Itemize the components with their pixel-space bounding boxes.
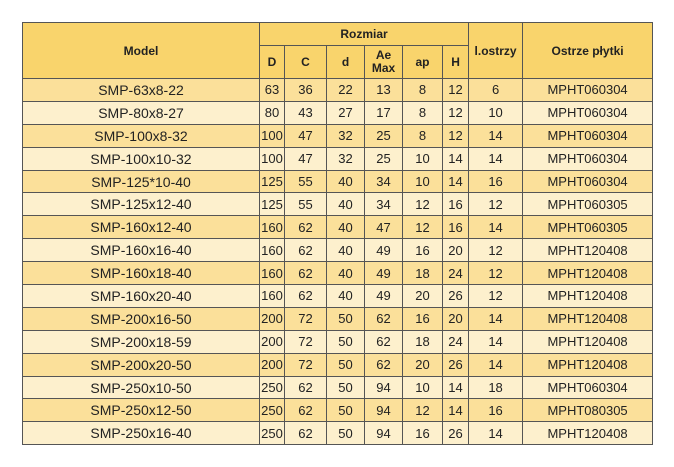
cell-plytki: MPHT120408 — [523, 353, 653, 376]
cell-C: 72 — [285, 330, 327, 353]
cell-C: 62 — [285, 399, 327, 422]
header-model: Model — [23, 23, 260, 79]
cell-d: 40 — [327, 262, 365, 285]
cell-ostrzy: 6 — [469, 79, 523, 102]
cell-C: 72 — [285, 307, 327, 330]
cell-d: 40 — [327, 170, 365, 193]
cell-ae-max: 34 — [365, 170, 403, 193]
cell-ostrzy: 14 — [469, 353, 523, 376]
cell-plytki: MPHT120408 — [523, 330, 653, 353]
cell-D: 125 — [260, 193, 285, 216]
cell-ap: 12 — [403, 216, 443, 239]
table-row — [23, 285, 653, 308]
header-H: H — [443, 46, 469, 79]
cell-model: SMP-250x16-40 — [23, 422, 260, 445]
cell-ostrzy: 14 — [469, 124, 523, 147]
cell-model: SMP-100x10-32 — [23, 147, 260, 170]
table-row — [23, 216, 653, 239]
cell-ae-max: 25 — [365, 147, 403, 170]
cell-C: 62 — [285, 285, 327, 308]
cell-ap: 8 — [403, 101, 443, 124]
cell-plytki: MPHT080305 — [523, 399, 653, 422]
cell-d: 50 — [327, 330, 365, 353]
cell-H: 20 — [443, 239, 469, 262]
cell-plytki: MPHT120408 — [523, 262, 653, 285]
cell-plytki: MPHT120408 — [523, 239, 653, 262]
cell-ostrzy: 16 — [469, 399, 523, 422]
cell-D: 80 — [260, 101, 285, 124]
cell-D: 160 — [260, 216, 285, 239]
cell-plytki: MPHT120408 — [523, 307, 653, 330]
table-row — [23, 399, 653, 422]
table-row — [23, 147, 653, 170]
cell-model: SMP-160x20-40 — [23, 285, 260, 308]
cell-plytki: MPHT120408 — [523, 285, 653, 308]
header-ostrzy: l.ostrzy — [469, 23, 523, 79]
table-row — [23, 262, 653, 285]
cell-d: 50 — [327, 353, 365, 376]
cell-C: 47 — [285, 147, 327, 170]
cell-H: 26 — [443, 422, 469, 445]
cell-model: SMP-160x16-40 — [23, 239, 260, 262]
table-row — [23, 422, 653, 445]
cell-D: 250 — [260, 422, 285, 445]
cell-H: 14 — [443, 170, 469, 193]
cell-ap: 12 — [403, 193, 443, 216]
cell-model: SMP-200x16-50 — [23, 307, 260, 330]
cell-ostrzy: 16 — [469, 170, 523, 193]
cell-ap: 18 — [403, 262, 443, 285]
cell-ap: 16 — [403, 239, 443, 262]
table-row — [23, 330, 653, 353]
cell-D: 200 — [260, 307, 285, 330]
cell-D: 200 — [260, 330, 285, 353]
cell-ostrzy: 12 — [469, 193, 523, 216]
cell-ostrzy: 12 — [469, 285, 523, 308]
header-rozmiar: Rozmiar — [260, 23, 469, 46]
cell-ostrzy: 12 — [469, 239, 523, 262]
cell-d: 22 — [327, 79, 365, 102]
cell-H: 14 — [443, 399, 469, 422]
cell-C: 62 — [285, 422, 327, 445]
cell-d: 27 — [327, 101, 365, 124]
cell-ap: 16 — [403, 307, 443, 330]
table-row — [23, 193, 653, 216]
cell-ostrzy: 14 — [469, 307, 523, 330]
cell-ap: 8 — [403, 124, 443, 147]
header-ae-max: Ae Max — [365, 46, 403, 79]
cell-H: 12 — [443, 79, 469, 102]
cell-ae-max: 25 — [365, 124, 403, 147]
cell-D: 100 — [260, 124, 285, 147]
cell-H: 14 — [443, 147, 469, 170]
cell-ostrzy: 14 — [469, 216, 523, 239]
cell-d: 32 — [327, 124, 365, 147]
cell-plytki: MPHT060305 — [523, 216, 653, 239]
table-row — [23, 353, 653, 376]
cell-d: 50 — [327, 422, 365, 445]
table-row — [23, 124, 653, 147]
cell-C: 72 — [285, 353, 327, 376]
cell-ap: 20 — [403, 285, 443, 308]
cell-plytki: MPHT060304 — [523, 79, 653, 102]
cell-ostrzy: 10 — [469, 101, 523, 124]
cell-D: 125 — [260, 170, 285, 193]
cell-ap: 12 — [403, 399, 443, 422]
header-C: C — [285, 46, 327, 79]
cell-plytki: MPHT120408 — [523, 422, 653, 445]
cell-ap: 18 — [403, 330, 443, 353]
cell-H: 26 — [443, 353, 469, 376]
header-plytki: Ostrze płytki — [523, 23, 653, 79]
cell-ae-max: 47 — [365, 216, 403, 239]
header-D: D — [260, 46, 285, 79]
cell-ap: 10 — [403, 147, 443, 170]
cell-ae-max: 17 — [365, 101, 403, 124]
cell-H: 26 — [443, 285, 469, 308]
cell-model: SMP-200x20-50 — [23, 353, 260, 376]
table-row — [23, 376, 653, 399]
cell-ap: 10 — [403, 170, 443, 193]
cell-model: SMP-80x8-27 — [23, 101, 260, 124]
cell-plytki: MPHT060304 — [523, 376, 653, 399]
cell-C: 55 — [285, 193, 327, 216]
cell-model: SMP-200x18-59 — [23, 330, 260, 353]
cell-plytki: MPHT060304 — [523, 147, 653, 170]
cell-ap: 8 — [403, 79, 443, 102]
table-row — [23, 307, 653, 330]
header-d: d — [327, 46, 365, 79]
cell-d: 40 — [327, 216, 365, 239]
cell-D: 160 — [260, 239, 285, 262]
cell-D: 250 — [260, 399, 285, 422]
cell-d: 50 — [327, 376, 365, 399]
cell-plytki: MPHT060304 — [523, 170, 653, 193]
cell-ae-max: 94 — [365, 399, 403, 422]
cell-C: 36 — [285, 79, 327, 102]
cell-ap: 16 — [403, 422, 443, 445]
cell-model: SMP-160x12-40 — [23, 216, 260, 239]
table-row — [23, 170, 653, 193]
cell-D: 160 — [260, 285, 285, 308]
cell-d: 40 — [327, 193, 365, 216]
cell-d: 50 — [327, 399, 365, 422]
header-ap: ap — [403, 46, 443, 79]
cell-H: 14 — [443, 376, 469, 399]
cell-H: 24 — [443, 330, 469, 353]
cell-ae-max: 62 — [365, 307, 403, 330]
cell-model: SMP-63x8-22 — [23, 79, 260, 102]
cell-ae-max: 49 — [365, 239, 403, 262]
cell-model: SMP-100x8-32 — [23, 124, 260, 147]
cell-ostrzy: 14 — [469, 422, 523, 445]
cell-model: SMP-125x12-40 — [23, 193, 260, 216]
cell-D: 160 — [260, 262, 285, 285]
cell-model: SMP-160x18-40 — [23, 262, 260, 285]
cell-ostrzy: 14 — [469, 330, 523, 353]
cell-ae-max: 34 — [365, 193, 403, 216]
cell-C: 62 — [285, 262, 327, 285]
cell-D: 200 — [260, 353, 285, 376]
cell-ae-max: 94 — [365, 422, 403, 445]
cell-H: 16 — [443, 193, 469, 216]
cell-plytki: MPHT060304 — [523, 124, 653, 147]
cell-H: 16 — [443, 216, 469, 239]
cell-ae-max: 49 — [365, 285, 403, 308]
cell-H: 12 — [443, 101, 469, 124]
cell-C: 55 — [285, 170, 327, 193]
cell-ap: 20 — [403, 353, 443, 376]
cell-plytki: MPHT060305 — [523, 193, 653, 216]
cell-C: 43 — [285, 101, 327, 124]
cell-D: 250 — [260, 376, 285, 399]
cell-H: 12 — [443, 124, 469, 147]
cell-C: 62 — [285, 376, 327, 399]
cell-model: SMP-250x12-50 — [23, 399, 260, 422]
cell-d: 40 — [327, 239, 365, 262]
cell-H: 20 — [443, 307, 469, 330]
cell-model: SMP-125*10-40 — [23, 170, 260, 193]
cell-C: 62 — [285, 216, 327, 239]
cell-plytki: MPHT060304 — [523, 101, 653, 124]
cell-d: 40 — [327, 285, 365, 308]
cell-ostrzy: 18 — [469, 376, 523, 399]
cell-ostrzy: 14 — [469, 147, 523, 170]
cell-ae-max: 62 — [365, 353, 403, 376]
cell-ae-max: 94 — [365, 376, 403, 399]
cell-C: 47 — [285, 124, 327, 147]
cell-ostrzy: 12 — [469, 262, 523, 285]
specs-table — [22, 22, 653, 445]
table-row — [23, 79, 653, 102]
cell-ae-max: 62 — [365, 330, 403, 353]
table-row — [23, 101, 653, 124]
cell-ap: 10 — [403, 376, 443, 399]
cell-ae-max: 13 — [365, 79, 403, 102]
cell-D: 100 — [260, 147, 285, 170]
table-row — [23, 239, 653, 262]
cell-d: 50 — [327, 307, 365, 330]
cell-H: 24 — [443, 262, 469, 285]
cell-C: 62 — [285, 239, 327, 262]
cell-d: 32 — [327, 147, 365, 170]
cell-D: 63 — [260, 79, 285, 102]
cell-model: SMP-250x10-50 — [23, 376, 260, 399]
cell-ae-max: 49 — [365, 262, 403, 285]
